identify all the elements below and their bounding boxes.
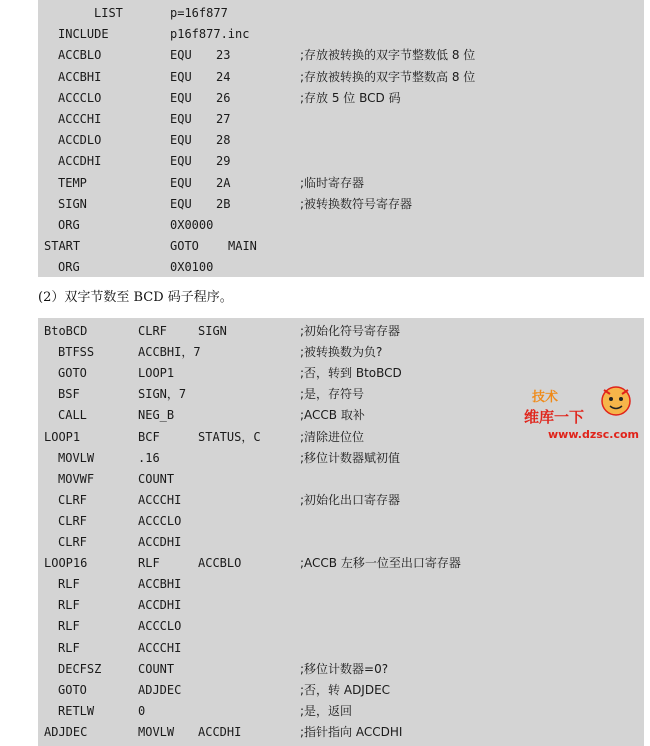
code-comment: ;存放被转换的双字节整数低 8 位 [300,48,476,63]
code-line [38,194,644,215]
code-operand: EQU [170,112,192,126]
code-mnemonic: SIGN [58,196,87,211]
code-line [38,448,644,469]
code-value: 2A [216,175,231,190]
code-mnemonic: INCLUDE [58,27,109,42]
code-line [38,659,644,680]
code-operand: SIGN [198,324,227,338]
code-mnemonic: RETLW [58,703,95,718]
code-line [38,701,644,722]
code-line [38,616,644,637]
code-line [38,236,644,257]
code-mnemonic: ACCCLO [58,90,102,105]
code-line [38,109,644,130]
code-operand: LOOP1 [138,366,175,381]
code-comment: ;是，返回 [300,703,353,718]
code-operand: EQU [170,196,192,211]
code-value: 26 [216,90,231,105]
code-operand: p=16f877 [170,6,228,20]
code-line [38,88,644,109]
code-line [38,490,644,511]
code-comment: ;是，存符号 [300,387,365,402]
code-operand: 0 [138,703,146,718]
code-line [38,511,644,532]
code-line [38,469,644,490]
code-comment: ;被转换数符号寄存器 [300,196,413,211]
code-operand: EQU [170,48,192,63]
code-mnemonic: ACCDHI [58,154,102,169]
code-comment: ;临时寄存器 [300,175,365,190]
cartoon-mascot-icon [598,384,634,418]
code-operand: EQU [170,133,192,148]
watermark-top-text: 技术 [532,390,559,405]
code-mnemonic: RLF [58,619,80,634]
code-operand: STATUS，C [198,429,261,444]
code-label: START [44,239,81,254]
code-mnemonic: ACCDLO [58,133,102,148]
code-operand: SIGN，7 [138,387,187,402]
code-comment: ;指针指向 ACCDHI [300,724,403,739]
code-line [38,321,644,342]
code-comment: ;否，转 ADJDEC [300,682,391,697]
code-mnemonic: BSF [58,387,80,402]
code-mnemonic: RLF [138,556,160,571]
code-line [38,553,644,574]
watermark-logo [520,384,638,446]
code-line [38,342,644,363]
code-mnemonic: RLF [58,598,80,613]
code-mnemonic: CALL [58,408,87,423]
code-mnemonic: MOVWF [58,471,95,486]
code-line [38,173,644,194]
code-line [38,215,644,236]
code-operand: p16f877.inc [170,27,250,42]
code-mnemonic: MOVLW [58,450,95,465]
code-value: 28 [216,133,231,148]
watermark-url: www.dzsc.com [548,428,640,441]
code-operand: ACCDHI [138,535,182,549]
code-value: 27 [216,112,231,126]
code-comment: ;被转换数为负? [300,345,383,360]
code-operand: ACCBHI [138,577,182,592]
code-operand: NEG_B [138,408,175,423]
code-comment: ;初始化出口寄存器 [300,492,401,507]
code-line [38,638,644,659]
code-mnemonic: BCF [138,429,160,444]
code-operand: .16 [138,450,160,465]
code-operand: ACCBLO [198,556,242,571]
code-line [38,67,644,88]
code-comment: ;ACCB 左移一位至出口寄存器 [300,556,461,571]
code-mnemonic: BTFSS [58,345,95,360]
code-label: ADJDEC [44,724,88,739]
code-mnemonic: ACCCHI [58,112,102,126]
code-operand: ACCCHI [138,640,182,655]
code-label: BtoBCD [44,324,88,338]
code-line [38,3,644,24]
code-mnemonic: ORG [58,260,80,275]
code-mnemonic: RLF [58,640,80,655]
code-operand: ACCDHI [138,598,182,613]
code-operand: EQU [170,175,192,190]
code-line [38,574,644,595]
code-mnemonic: ACCBLO [58,48,102,63]
code-operand: 0X0100 [170,260,214,275]
code-label: LOOP1 [44,429,81,444]
code-comment: ;移位计数器=0? [300,661,389,676]
code-operand: COUNT [138,661,175,676]
code-line [38,257,644,278]
code-mnemonic: DECFSZ [58,661,102,676]
code-comment: ;ACCB 取补 [300,408,365,423]
code-value: MAIN [228,239,257,254]
code-line [38,595,644,616]
watermark-brand-text: 维库一下 [524,408,585,426]
code-mnemonic: RLF [58,577,80,592]
code-mnemonic: MOVLW [138,724,175,739]
code-comment: ;移位计数器赋初值 [300,450,401,465]
code-operand: ADJDEC [138,682,182,697]
code-mnemonic: CLRF [58,535,87,549]
code-listing-header [38,0,644,277]
code-mnemonic: TEMP [58,175,87,190]
code-line [38,24,644,45]
code-mnemonic: CLRF [138,324,167,338]
code-operand: ACCCLO [138,619,182,634]
code-line [38,45,644,66]
code-operand: ACCCLO [138,513,182,528]
code-operand: EQU [170,154,192,169]
code-value: 24 [216,69,231,84]
code-operand: EQU [170,69,192,84]
code-line [38,130,644,151]
code-comment: ;存放 5 位 BCD 码 [300,90,401,105]
code-operand: COUNT [138,471,175,486]
code-value: 23 [216,48,231,63]
code-mnemonic: ORG [58,218,80,232]
code-line [38,363,644,384]
code-mnemonic: GOTO [58,682,87,697]
code-line [38,532,644,553]
code-mnemonic: LIST [94,6,123,20]
code-mnemonic: ACCBHI [58,69,102,84]
code-operand: 0X0000 [170,218,214,232]
code-comment: ;清除进位位 [300,429,365,444]
code-operand: ACCCHI [138,492,182,507]
code-label: LOOP16 [44,556,88,571]
code-comment: ;否，转到 BtoBCD [300,366,402,381]
code-mnemonic: CLRF [58,513,87,528]
code-line [38,722,644,743]
code-comment: ;存放被转换的双字节整数高 8 位 [300,69,476,84]
code-value: 29 [216,154,231,169]
code-operand: ACCBHI，7 [138,345,201,360]
code-mnemonic: CLRF [58,492,87,507]
code-line [38,680,644,701]
code-operand: ACCDHI [198,724,242,739]
code-operand: GOTO [170,239,199,254]
code-mnemonic: GOTO [58,366,87,381]
code-listing-subroutine [38,318,644,746]
code-operand: EQU [170,90,192,105]
code-line [38,151,644,172]
code-comment: ;初始化符号寄存器 [300,324,401,338]
section-heading: (2）双字节数至 BCD 码子程序。 [38,290,233,305]
code-value: 2B [216,196,231,211]
